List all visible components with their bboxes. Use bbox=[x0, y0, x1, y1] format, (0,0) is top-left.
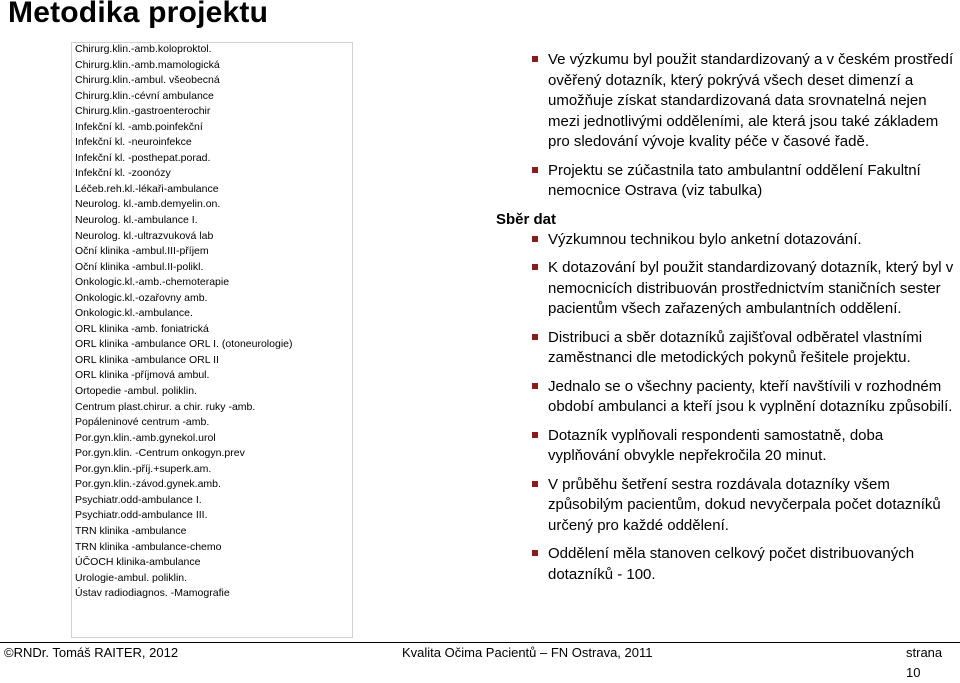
square-bullet-icon bbox=[532, 56, 538, 62]
square-bullet-icon bbox=[532, 383, 538, 389]
methodology-bullets bbox=[495, 50, 955, 202]
department-item: Infekční kl. -amb.poinfekční bbox=[75, 120, 203, 133]
department-item: Popáleninové centrum -amb. bbox=[75, 416, 210, 429]
department-item: Psychiatr.odd-ambulance I. bbox=[75, 493, 202, 506]
bullet-text: Dotazník vyplňovali respondenti samostatně, doba vyplňování obvykle nepřekročila 20 minut. bbox=[548, 426, 884, 464]
bullet-item bbox=[495, 230, 955, 251]
bullet-text: Oddělení měla stanoven celkový počet distribuovaných dotazníků - 100. bbox=[548, 545, 915, 583]
department-item: Léčeb.reh.kl.-lékaři-ambulance bbox=[75, 182, 219, 195]
department-item: Onkologic.kl.-ozařovny amb. bbox=[75, 291, 208, 304]
department-item: Psychiatr.odd-ambulance III. bbox=[75, 509, 208, 522]
department-item: Neurolog. kl.-ambulance I. bbox=[75, 214, 198, 227]
department-item: Onkologic.kl.-ambulance. bbox=[75, 307, 193, 320]
department-item: TRN klinika -ambulance bbox=[75, 524, 187, 537]
department-item: Oční klinika -ambul.II-polikl. bbox=[75, 260, 204, 273]
department-item: Onkologic.kl.-amb.-chemoterapie bbox=[75, 276, 230, 289]
department-item: Neurolog. kl.-ultrazvuková lab bbox=[75, 229, 214, 242]
department-item: Centrum plast.chirur. a chir. ruky -amb. bbox=[75, 400, 256, 413]
departments-list bbox=[75, 42, 293, 602]
bullet-text: Jednalo se o všechny pacienty, kteří navštívili v rozhodném období ambulanci a kteří jsou k vyplnění dotazníku způsobilí. bbox=[548, 377, 953, 415]
square-bullet-icon bbox=[532, 264, 538, 270]
bullet-text: Výzkumnou technikou bylo anketní dotazování. bbox=[548, 230, 862, 248]
square-bullet-icon bbox=[532, 167, 538, 173]
bullet-item bbox=[495, 377, 955, 418]
department-item: Ortopedie -ambul. poliklin. bbox=[75, 385, 197, 398]
data-collection-heading: Sběr dat bbox=[496, 210, 557, 228]
department-item: TRN klinika -ambulance-chemo bbox=[75, 540, 222, 553]
footer-page-number: strana 10 bbox=[906, 645, 943, 680]
department-item: Por.gyn.klin.-amb.gynekol.urol bbox=[75, 431, 216, 444]
footer-project: Kvalita Očima Pacientů – FN Ostrava, 2011 bbox=[402, 645, 653, 660]
department-item: ORL klinika -ambulance ORL II bbox=[75, 353, 219, 366]
department-item: Por.gyn.klin.-závod.gynek.amb. bbox=[75, 478, 221, 491]
bullet-item bbox=[495, 50, 955, 153]
department-item: Urologie-ambul. poliklin. bbox=[75, 571, 188, 584]
department-item: Chirurg.klin.-cévní ambulance bbox=[75, 89, 214, 102]
department-item: Chirurg.klin.-amb.mamologická bbox=[75, 58, 220, 71]
square-bullet-icon bbox=[532, 236, 538, 242]
department-item: Por.gyn.klin. -Centrum onkogyn.prev bbox=[75, 447, 245, 460]
data-collection-bullets bbox=[495, 230, 955, 586]
bullet-item bbox=[495, 258, 955, 320]
square-bullet-icon bbox=[532, 550, 538, 556]
footer bbox=[0, 642, 960, 680]
department-item: ORL klinika -příjmová ambul. bbox=[75, 369, 210, 382]
bullet-text: Distribuci a sběr dotazníků zajišťoval odběratel vlastními zaměstnanci dle metodických pokynů řešitele projektu. bbox=[548, 328, 923, 366]
bullet-text: K dotazování byl použit standardizovaný dotazník, který byl v nemocnicích distribuován prostřednictvím staničních sester pacientům všech zařazených ambulantních oddělení. bbox=[548, 259, 954, 317]
department-item: Infekční kl. -zoonózy bbox=[75, 167, 171, 180]
department-item: Oční klinika -ambul.III-příjem bbox=[75, 245, 209, 258]
department-item: Neurolog. kl.-amb.demyelin.on. bbox=[75, 198, 221, 211]
bullet-item bbox=[495, 426, 955, 467]
department-item: Por.gyn.klin.-příj.+superk.am. bbox=[75, 462, 212, 475]
bullet-item bbox=[495, 475, 955, 537]
department-item: Chirurg.klin.-gastroenterochir bbox=[75, 105, 211, 118]
department-item: ORL klinika -amb. foniatrická bbox=[75, 322, 209, 335]
department-item: Chirurg.klin.-ambul. všeobecná bbox=[75, 74, 220, 87]
bullet-item bbox=[495, 544, 955, 585]
department-item: Ústav radiodiagnos. -Mamografie bbox=[75, 587, 230, 600]
footer-author: ©RNDr. Tomáš RAITER, 2012 bbox=[4, 645, 179, 660]
methodology-text bbox=[495, 50, 955, 593]
department-item: Infekční kl. -posthepat.porad. bbox=[75, 151, 211, 164]
bullet-item bbox=[495, 161, 955, 202]
square-bullet-icon bbox=[532, 481, 538, 487]
department-item: Infekční kl. -neuroinfekce bbox=[75, 136, 192, 149]
bullet-item bbox=[495, 328, 955, 369]
department-item: ÚČOCH klinika-ambulance bbox=[75, 556, 201, 569]
department-item: ORL klinika -ambulance ORL I. (otoneurologie) bbox=[75, 338, 293, 351]
page-title: Metodika projektu bbox=[8, 0, 269, 29]
square-bullet-icon bbox=[532, 334, 538, 340]
square-bullet-icon bbox=[532, 432, 538, 438]
department-item: Chirurg.klin.-amb.koloproktol. bbox=[75, 43, 212, 55]
bullet-text: Projektu se zúčastnila tato ambulantní oddělení Fakultní nemocnice Ostrava (viz tabulka) bbox=[548, 161, 921, 199]
bullet-text: Ve výzkumu byl použit standardizovaný a v českém prostředí ověřený dotazník, který pokrývá všech deset dimenzí a umožňuje získat standardizovaná data srovnatelná nejen mezi jednotlivými odděleními, ale která jsou také základem pro sledování vývoje kvality péče v časové řadě. bbox=[548, 51, 954, 150]
bullet-text: V průběhu šetření sestra rozdávala dotazníky všem způsobilým pacientům, dokud nevyčerpala počet dotazníků určený pro každé oddělení. bbox=[548, 475, 941, 534]
